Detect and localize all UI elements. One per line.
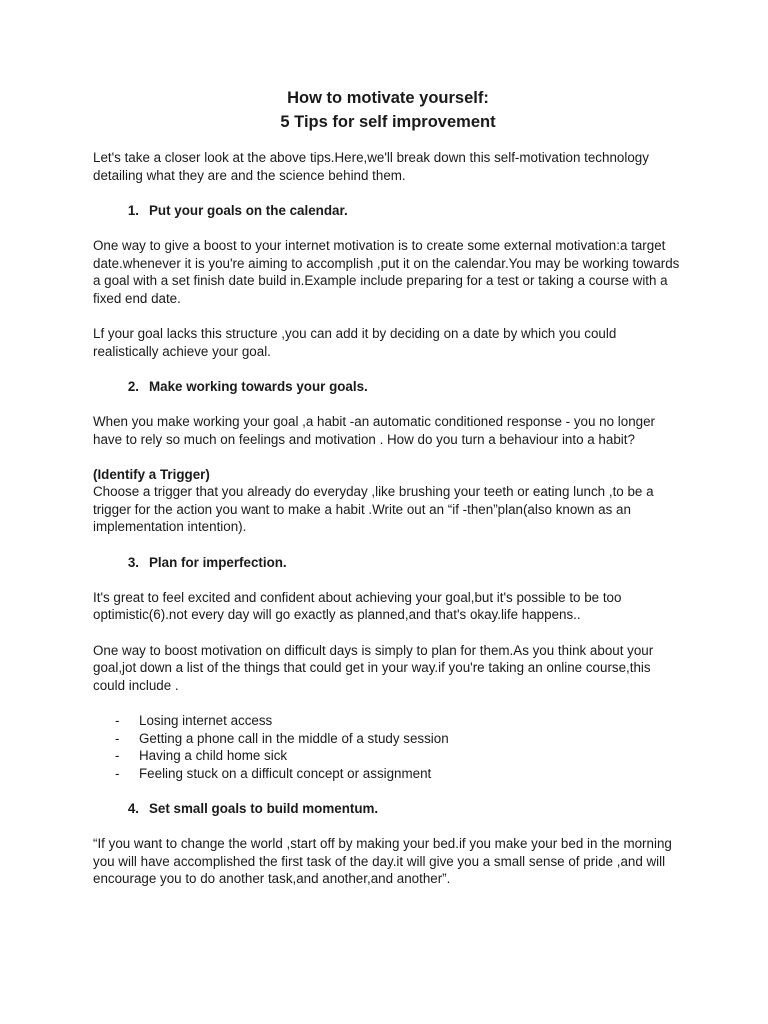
section-3-paragraph-1: It's great to feel excited and confident about achieving your goal,but it's possible to be too optimistic(6).not every day will go exactly as planned,and that's okay.life happens.. <box>93 589 622 623</box>
section-1-heading-text: Put your goals on the calendar. <box>149 202 348 218</box>
section-4-heading <box>93 800 683 818</box>
section-2-paragraph-1: When you make working your goal ,a habit -an automatic conditioned response - you no longer have to rely so much on feelings and motivation . How do you turn a behaviour into a habit? <box>93 413 655 447</box>
list-item-text: Losing internet access <box>139 713 273 728</box>
section-4-paragraph-1: “If you want to change the world ,start off by making your bed.if you make your bed in the morning you will have accomplished the first task of the day.it will give you a small sense of pride ,and will encourage you to do another task,and another,and another”. <box>93 836 672 887</box>
section-1-number: 1. <box>127 202 139 218</box>
list-bullet: - <box>115 748 120 764</box>
section-2-heading-text: Make working towards your goals. <box>149 378 368 394</box>
intro-paragraph: Let's take a closer look at the above tips.Here,we'll break down this self-motivation technology detailing what they are and the science behind them. <box>93 150 649 183</box>
section-3-list <box>93 712 683 782</box>
section-4-heading-text: Set small goals to build momentum. <box>149 800 379 816</box>
list-item-text: Getting a phone call in the middle of a study session <box>139 730 449 746</box>
list-bullet: - <box>115 713 120 728</box>
list-item <box>93 730 683 748</box>
section-3-heading-text: Plan for imperfection. <box>149 554 287 570</box>
section-3-number: 3. <box>127 554 139 570</box>
list-item <box>93 712 683 730</box>
section-2-number: 2. <box>127 378 139 394</box>
section-3-paragraph-2: One way to boost motivation on difficult days is simply to plan for them.As you think about your goal,jot down a list of the things that could get in your way.if you're taking an online course,this could include . <box>93 642 654 693</box>
list-item <box>93 765 683 783</box>
section-4-number: 4. <box>127 800 139 816</box>
list-item-text: Feeling stuck on a difficult concept or assignment <box>139 765 432 781</box>
document-title-line2: 5 Tips for self improvement <box>280 113 496 131</box>
list-bullet: - <box>115 730 120 746</box>
document-page <box>93 86 683 888</box>
section-1-paragraph-2: Lf your goal lacks this structure ,you can add it by deciding on a date by which you could realistically achieve your goal. <box>93 325 617 359</box>
document-title-line1: How to motivate yourself: <box>287 89 489 107</box>
list-bullet: - <box>115 765 120 781</box>
list-item-text: Having a child home sick <box>139 748 288 764</box>
section-2-subheading: (Identify a Trigger) <box>93 466 210 482</box>
section-2-heading <box>93 378 683 396</box>
section-2-subparagraph: Choose a trigger that you already do everyday ,like brushing your teeth or eating lunch ,to be a trigger for the action you want to make a habit .Write out an “if -then”plan(also known as an implementation intention). <box>93 484 654 535</box>
section-3-heading <box>93 554 683 572</box>
list-item <box>93 747 683 765</box>
section-1-heading <box>93 202 683 220</box>
section-1-paragraph-1: One way to give a boost to your internet motivation is to create some external motivation:a target date.whenever it is you're aiming to accomplish ,put it on the calendar.You may be working towards a goal with a set finish date build in.Example include preparing for a test or taking a course with a fixed end date. <box>93 237 680 306</box>
